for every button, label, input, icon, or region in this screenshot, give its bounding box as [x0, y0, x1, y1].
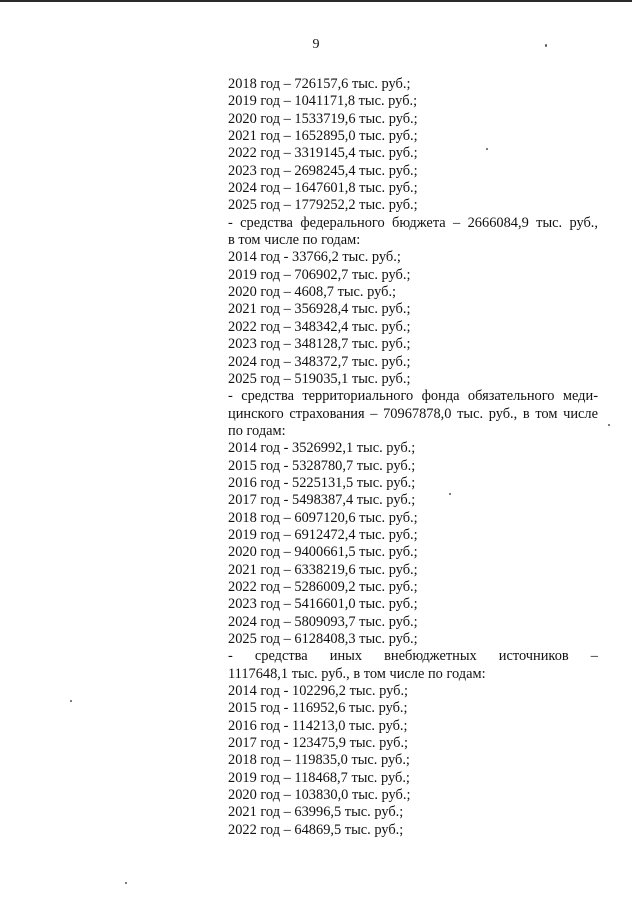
- text-line: 1117648,1 тыс. руб., в том числе по годам:: [228, 665, 486, 682]
- scan-speck: [125, 882, 127, 884]
- text-line: 2025 год – 1779252,2 тыс. руб.;: [228, 197, 418, 214]
- text-line: 2017 год - 123475,9 тыс. руб.;: [228, 735, 409, 752]
- text-line: - средства иных внебюджетных источников –: [228, 648, 598, 665]
- text-line: 2024 год – 348372,7 тыс. руб.;: [228, 353, 411, 370]
- text-line: 2015 год - 5328780,7 тыс. руб.;: [228, 457, 416, 474]
- text-line: 2021 год – 63996,5 тыс. руб.;: [228, 804, 404, 821]
- text-line: 2019 год – 1041171,8 тыс. руб.;: [228, 93, 418, 110]
- text-line: 2022 год – 348342,4 тыс. руб.;: [228, 318, 411, 335]
- text-line: 2019 год – 706902,7 тыс. руб.;: [228, 266, 411, 283]
- text-line: 2020 год – 4608,7 тыс. руб.;: [228, 284, 397, 301]
- text-line: 2020 год – 1533719,6 тыс. руб.;: [228, 110, 418, 127]
- funding-text-block: [228, 76, 598, 839]
- text-line: 2022 год – 5286009,2 тыс. руб.;: [228, 578, 418, 595]
- text-line: 2020 год – 103830,0 тыс. руб.;: [228, 787, 411, 804]
- text-line: 2021 год – 1652895,0 тыс. руб.;: [228, 128, 418, 145]
- text-line: 2021 год – 356928,4 тыс. руб.;: [228, 301, 411, 318]
- text-line: 2019 год – 118468,7 тыс. руб.;: [228, 769, 410, 786]
- text-line: - средства федерального бюджета – 2666084,9 тыс. руб.,: [228, 214, 598, 231]
- text-line: 2018 год – 726157,6 тыс. руб.;: [228, 76, 411, 92]
- text-line: 2014 год - 3526992,1 тыс. руб.;: [228, 440, 416, 457]
- text-line: 2023 год – 348128,7 тыс. руб.;: [228, 336, 411, 353]
- scan-speck: [545, 44, 547, 47]
- text-line: 2024 год – 5809093,7 тыс. руб.;: [228, 613, 418, 630]
- text-line: 2022 год – 3319145,4 тыс. руб.;: [228, 145, 418, 162]
- text-line: 2019 год – 6912472,4 тыс. руб.;: [228, 526, 418, 543]
- text-line: 2014 год - 102296,2 тыс. руб.;: [228, 683, 409, 700]
- text-line: по годам:: [228, 422, 286, 439]
- text-line: 2023 год – 5416601,0 тыс. руб.;: [228, 596, 418, 613]
- scan-speck: [608, 424, 610, 426]
- text-line: 2021 год – 6338219,6 тыс. руб.;: [228, 561, 418, 578]
- page-number: 9: [312, 37, 320, 52]
- scan-top-edge: [0, 0, 632, 2]
- text-line: 2016 год - 5225131,5 тыс. руб.;: [228, 474, 416, 491]
- text-line: в том числе по годам:: [228, 232, 361, 249]
- scan-speck: [449, 493, 451, 495]
- text-line: 2022 год – 64869,5 тыс. руб.;: [228, 821, 404, 838]
- text-line: цинского страхования – 70967878,0 тыс. руб., в том числе: [228, 405, 598, 422]
- text-line: 2024 год – 1647601,8 тыс. руб.;: [228, 180, 418, 197]
- text-line: 2015 год - 116952,6 тыс. руб.;: [228, 700, 408, 717]
- text-line: 2014 год - 33766,2 тыс. руб.;: [228, 249, 401, 266]
- text-line: 2025 год – 519035,1 тыс. руб.;: [228, 370, 411, 387]
- text-line: 2025 год – 6128408,3 тыс. руб.;: [228, 631, 418, 647]
- scan-speck: [486, 148, 488, 150]
- text-line: - средства территориального фонда обязательного меди-: [228, 388, 598, 405]
- text-line: 2020 год – 9400661,5 тыс. руб.;: [228, 544, 418, 561]
- text-line: 2018 год – 119835,0 тыс. руб.;: [228, 752, 410, 769]
- text-line: 2023 год – 2698245,4 тыс. руб.;: [228, 162, 418, 179]
- text-line: 2016 год - 114213,0 тыс. руб.;: [228, 717, 408, 734]
- text-line: 2017 год - 5498387,4 тыс. руб.;: [228, 492, 416, 509]
- text-line: 2018 год – 6097120,6 тыс. руб.;: [228, 509, 418, 526]
- scan-speck: [70, 700, 72, 702]
